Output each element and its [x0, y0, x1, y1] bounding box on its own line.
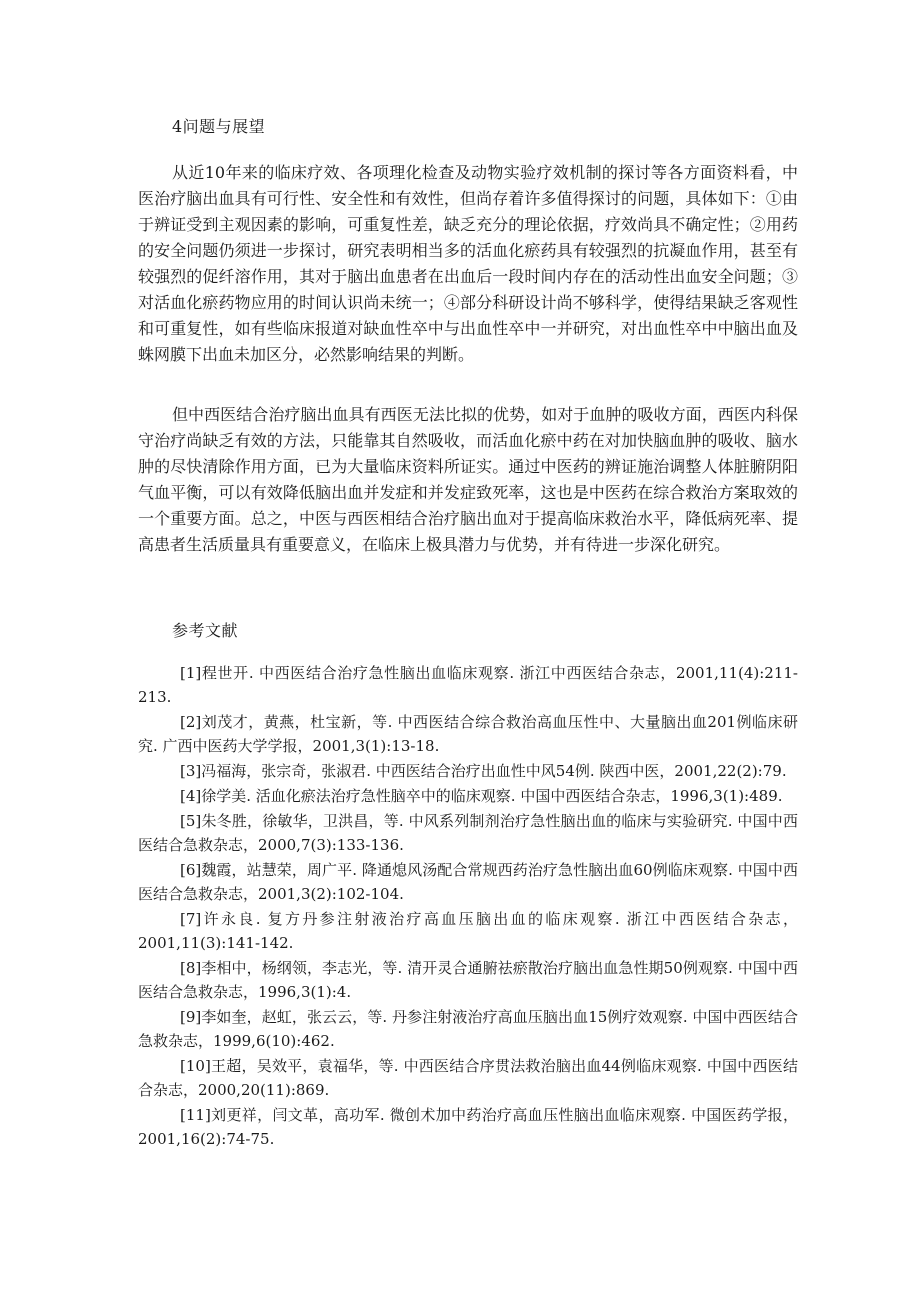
reference-item: [6]魏霞，站慧荣，周广平. 降通熄风汤配合常规西药治疗急性脑出血60例临床观察. 中国中西医结合急救杂志，2001,3(2):102-104. [138, 861, 798, 903]
reference-item: [11]刘更祥，闫文革，高功军. 微创术加中药治疗高血压性脑出血临床观察. 中国医药学报，2001,16(2):74-75. [138, 1106, 798, 1148]
reference-item: [9]李如奎，赵虹，张云云，等. 丹参注射液治疗高血压脑出血15例疗效观察. 中国中西医结合急救杂志，1999,6(10):462. [138, 1008, 798, 1050]
reference-item: [2]刘茂才，黄燕，杜宝新，等. 中西医结合综合救治高血压性中、大量脑出血201例临床研究. 广西中医药大学学报，2001,3(1):13-18. [138, 713, 798, 755]
reference-item: [7]许永良. 复方丹参注射液治疗高血压脑出血的临床观察. 浙江中西医结合杂志，2001,11(3):141-142. [138, 910, 798, 952]
references-heading: 参考文献 [172, 621, 239, 640]
reference-item: [10]王超，吴效平，袁福华，等. 中西医结合序贯法救治脑出血44例临床观察. 中国中西医结合杂志，2000,20(11):869. [138, 1057, 798, 1099]
section-heading: 4问题与展望 [172, 117, 266, 136]
reference-item: [3]冯福海，张宗奇，张淑君. 中西医结合治疗出血性中风54例. 陕西中医，2001,22(2):79. [180, 762, 787, 780]
reference-item: [4]徐学美. 活血化瘀法治疗急性脑卒中的临床观察. 中国中西医结合杂志，1996,3(1):489. [180, 787, 783, 805]
reference-item: [1]程世开. 中西医结合治疗急性脑出血临床观察. 浙江中西医结合杂志，2001,11(4):211-213. [138, 664, 798, 706]
reference-item: [5]朱冬胜，徐敏华，卫洪昌，等. 中风系列制剂治疗急性脑出血的临床与实验研究. 中国中西医结合急救杂志，2000,7(3):133-136. [138, 812, 798, 854]
reference-list [138, 661, 798, 1152]
reference-item: [8]李相中，杨纲领，李志光，等. 清开灵合通腑祛瘀散治疗脑出血急性期50例观察. 中国中西医结合急救杂志，1996,3(1):4. [138, 959, 798, 1001]
paragraph-advantages: 但中西医结合治疗脑出血具有西医无法比拟的优势，如对于血肿的吸收方面，西医内科保守治疗尚缺乏有效的方法，只能靠其自然吸收，而活血化瘀中药在对加快脑血肿的吸收、脑水肿的尽快清除作用方面，已为大量临床资料所证实。通过中医药的辨证施治调整人体脏腑阴阳气血平衡，可以有效降低脑出血并发症和并发症致死率，这也是中医药在综合救治方案取效的一个重要方面。总之，中医与西医相结合治疗脑出血对于提高临床救治水平，降低病死率、提高患者生活质量具有重要意义，在临床上极具潜力与优势，并有待进一步深化研究。 [138, 405, 798, 554]
paragraph-problems: 从近10年来的临床疗效、各项理化检查及动物实验疗效机制的探讨等各方面资料看，中医治疗脑出血具有可行性、安全性和有效性，但尚存着许多值得探讨的问题，具体如下：①由于辨证受到主观因素的影响，可重复性差，缺乏充分的理论依据，疗效尚具不确定性；②用药的安全问题仍须进一步探讨，研究表明相当多的活血化瘀药具有较强烈的抗凝血作用，甚至有较强烈的促纤溶作用，其对于脑出血患者在出血后一段时间内存在的活动性出血安全问题；③对活血化瘀药物应用的时间认识尚未统一；④部分科研设计尚不够科学，使得结果缺乏客观性和可重复性，如有些临床报道对缺血性卒中与出血性卒中一并研究，对出血性卒中中脑出血及蛛网膜下出血未加区分，必然影响结果的判断。 [138, 163, 798, 364]
